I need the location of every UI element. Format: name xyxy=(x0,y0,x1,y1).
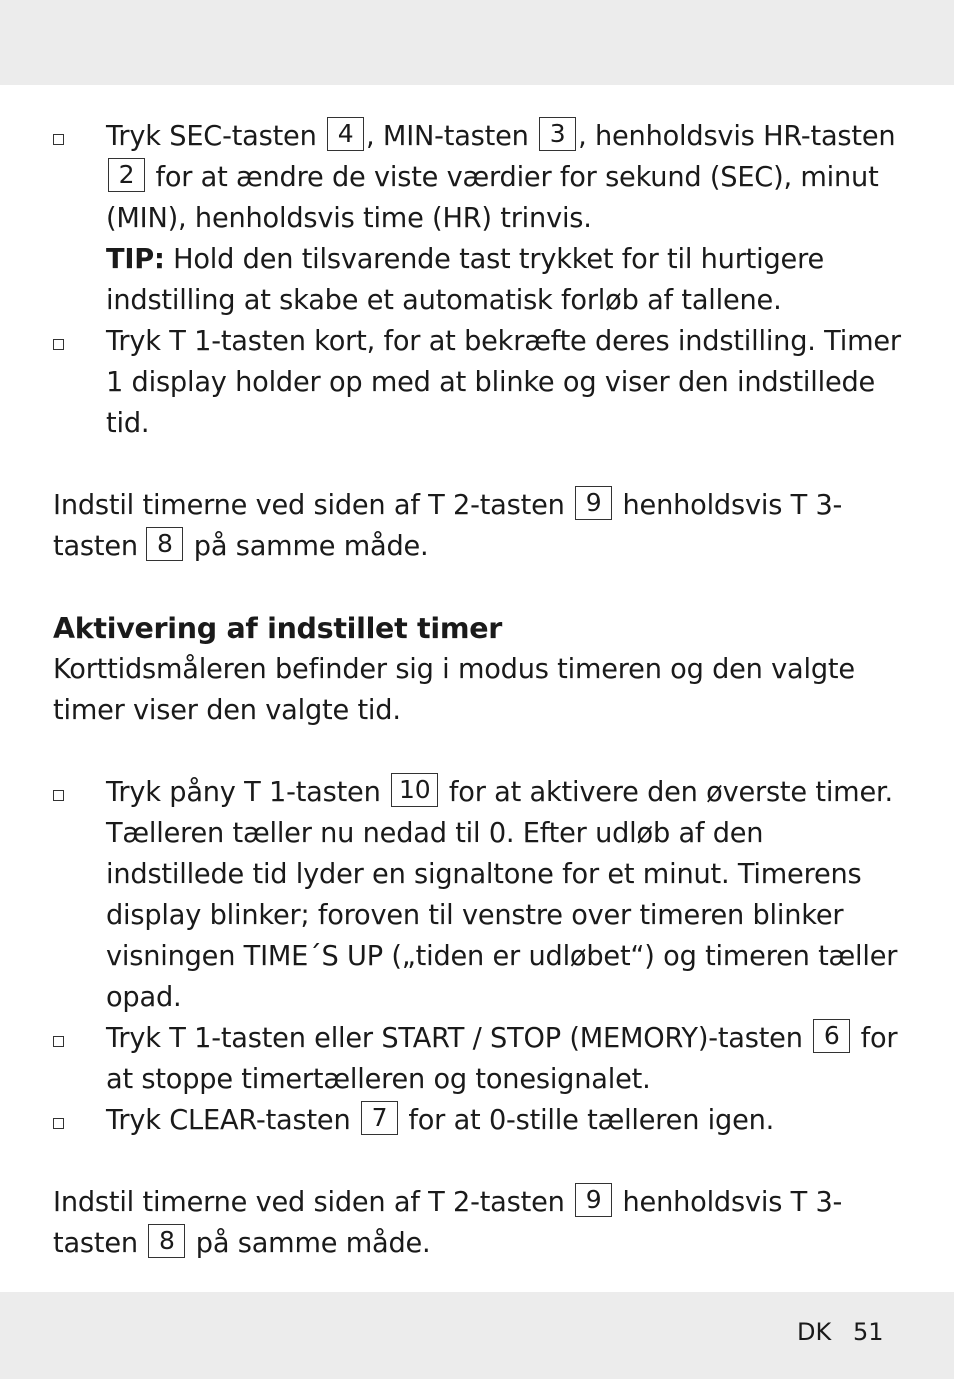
key-reference: 9 xyxy=(575,1183,612,1217)
item-text: for at 0-stille tælleren igen. xyxy=(399,1105,775,1136)
list-item xyxy=(53,116,908,321)
checkbox-bullet-icon xyxy=(53,790,64,801)
spacer xyxy=(53,444,908,485)
spacer xyxy=(53,731,908,772)
key-reference: 7 xyxy=(361,1101,398,1135)
item-text: Tryk T 1-tasten eller START / STOP (MEMORY)-tasten xyxy=(106,1023,812,1054)
para-text: henholdsvis T 3-tasten xyxy=(53,490,843,562)
list-item xyxy=(53,772,908,1018)
checkbox-bullet-icon xyxy=(53,1036,64,1047)
footer-language-code: DK xyxy=(797,1318,832,1346)
checkbox-bullet-icon xyxy=(53,134,64,145)
spacer xyxy=(53,567,908,608)
para-text: Indstil timerne ved siden af T 2-tasten xyxy=(53,490,574,521)
page-content xyxy=(53,116,908,1264)
paragraph xyxy=(53,485,908,567)
tip-note xyxy=(106,239,908,321)
spacer xyxy=(53,1141,908,1182)
bullet-list-bottom xyxy=(53,772,908,1141)
item-text: Tryk påny T 1-tasten xyxy=(106,777,390,808)
list-item xyxy=(53,1018,908,1100)
para-text: henholdsvis T 3-tasten xyxy=(53,1187,843,1259)
item-text: Tryk CLEAR-tasten xyxy=(106,1105,359,1136)
item-text: Tryk T 1-tasten kort, for at bekræfte deres indstilling. Timer 1 display holder op med at blinke og viser den indstillede tid. xyxy=(106,326,901,439)
item-text: for at aktivere den øverste timer. Tælleren tæller nu nedad til 0. Efter udløb af den indstillede tid lyder en signaltone for et minut. Timerens display blinker; foroven til venstre over timeren blinker visningen TIME´S UP („tiden er udløbet“) og timeren tæller opad. xyxy=(106,777,898,1013)
header-band xyxy=(0,0,954,85)
para-text: Indstil timerne ved siden af T 2-tasten xyxy=(53,1187,574,1218)
paragraph xyxy=(53,1182,908,1264)
checkbox-bullet-icon xyxy=(53,1118,64,1129)
list-item xyxy=(53,1100,908,1141)
key-reference: 4 xyxy=(327,117,364,151)
para-text: på samme måde. xyxy=(187,1228,431,1259)
tip-label: TIP: xyxy=(106,244,165,275)
item-text: , MIN-tasten xyxy=(366,121,538,152)
item-text: for at ændre de viste værdier for sekund (SEC), minut (MIN), henholdsvis time (HR) trinvis. xyxy=(106,162,879,234)
checkbox-bullet-icon xyxy=(53,339,64,350)
key-reference: 10 xyxy=(391,773,438,807)
tip-text: Hold den tilsvarende tast trykket for til hurtigere indstilling at skabe et automatisk forløb af tallene. xyxy=(106,244,824,316)
key-reference: 8 xyxy=(148,1224,185,1258)
page-number: 51 xyxy=(853,1318,884,1346)
item-text: for at stoppe timertælleren og tonesignalet. xyxy=(106,1023,898,1095)
para-text: på samme måde. xyxy=(185,531,429,562)
key-reference: 8 xyxy=(146,527,183,561)
key-reference: 3 xyxy=(539,117,576,151)
section-heading: Aktivering af indstillet timer xyxy=(53,612,503,645)
item-text: Tryk SEC-tasten xyxy=(106,121,326,152)
section-intro: Korttidsmåleren befinder sig i modus timeren og den valgte timer viser den valgte tid. xyxy=(53,654,855,726)
bullet-list-top xyxy=(53,116,908,444)
key-reference: 9 xyxy=(575,486,612,520)
item-text: , henholdsvis HR-tasten xyxy=(578,121,896,152)
list-item xyxy=(53,321,908,444)
key-reference: 6 xyxy=(813,1019,850,1053)
key-reference: 2 xyxy=(108,158,145,192)
